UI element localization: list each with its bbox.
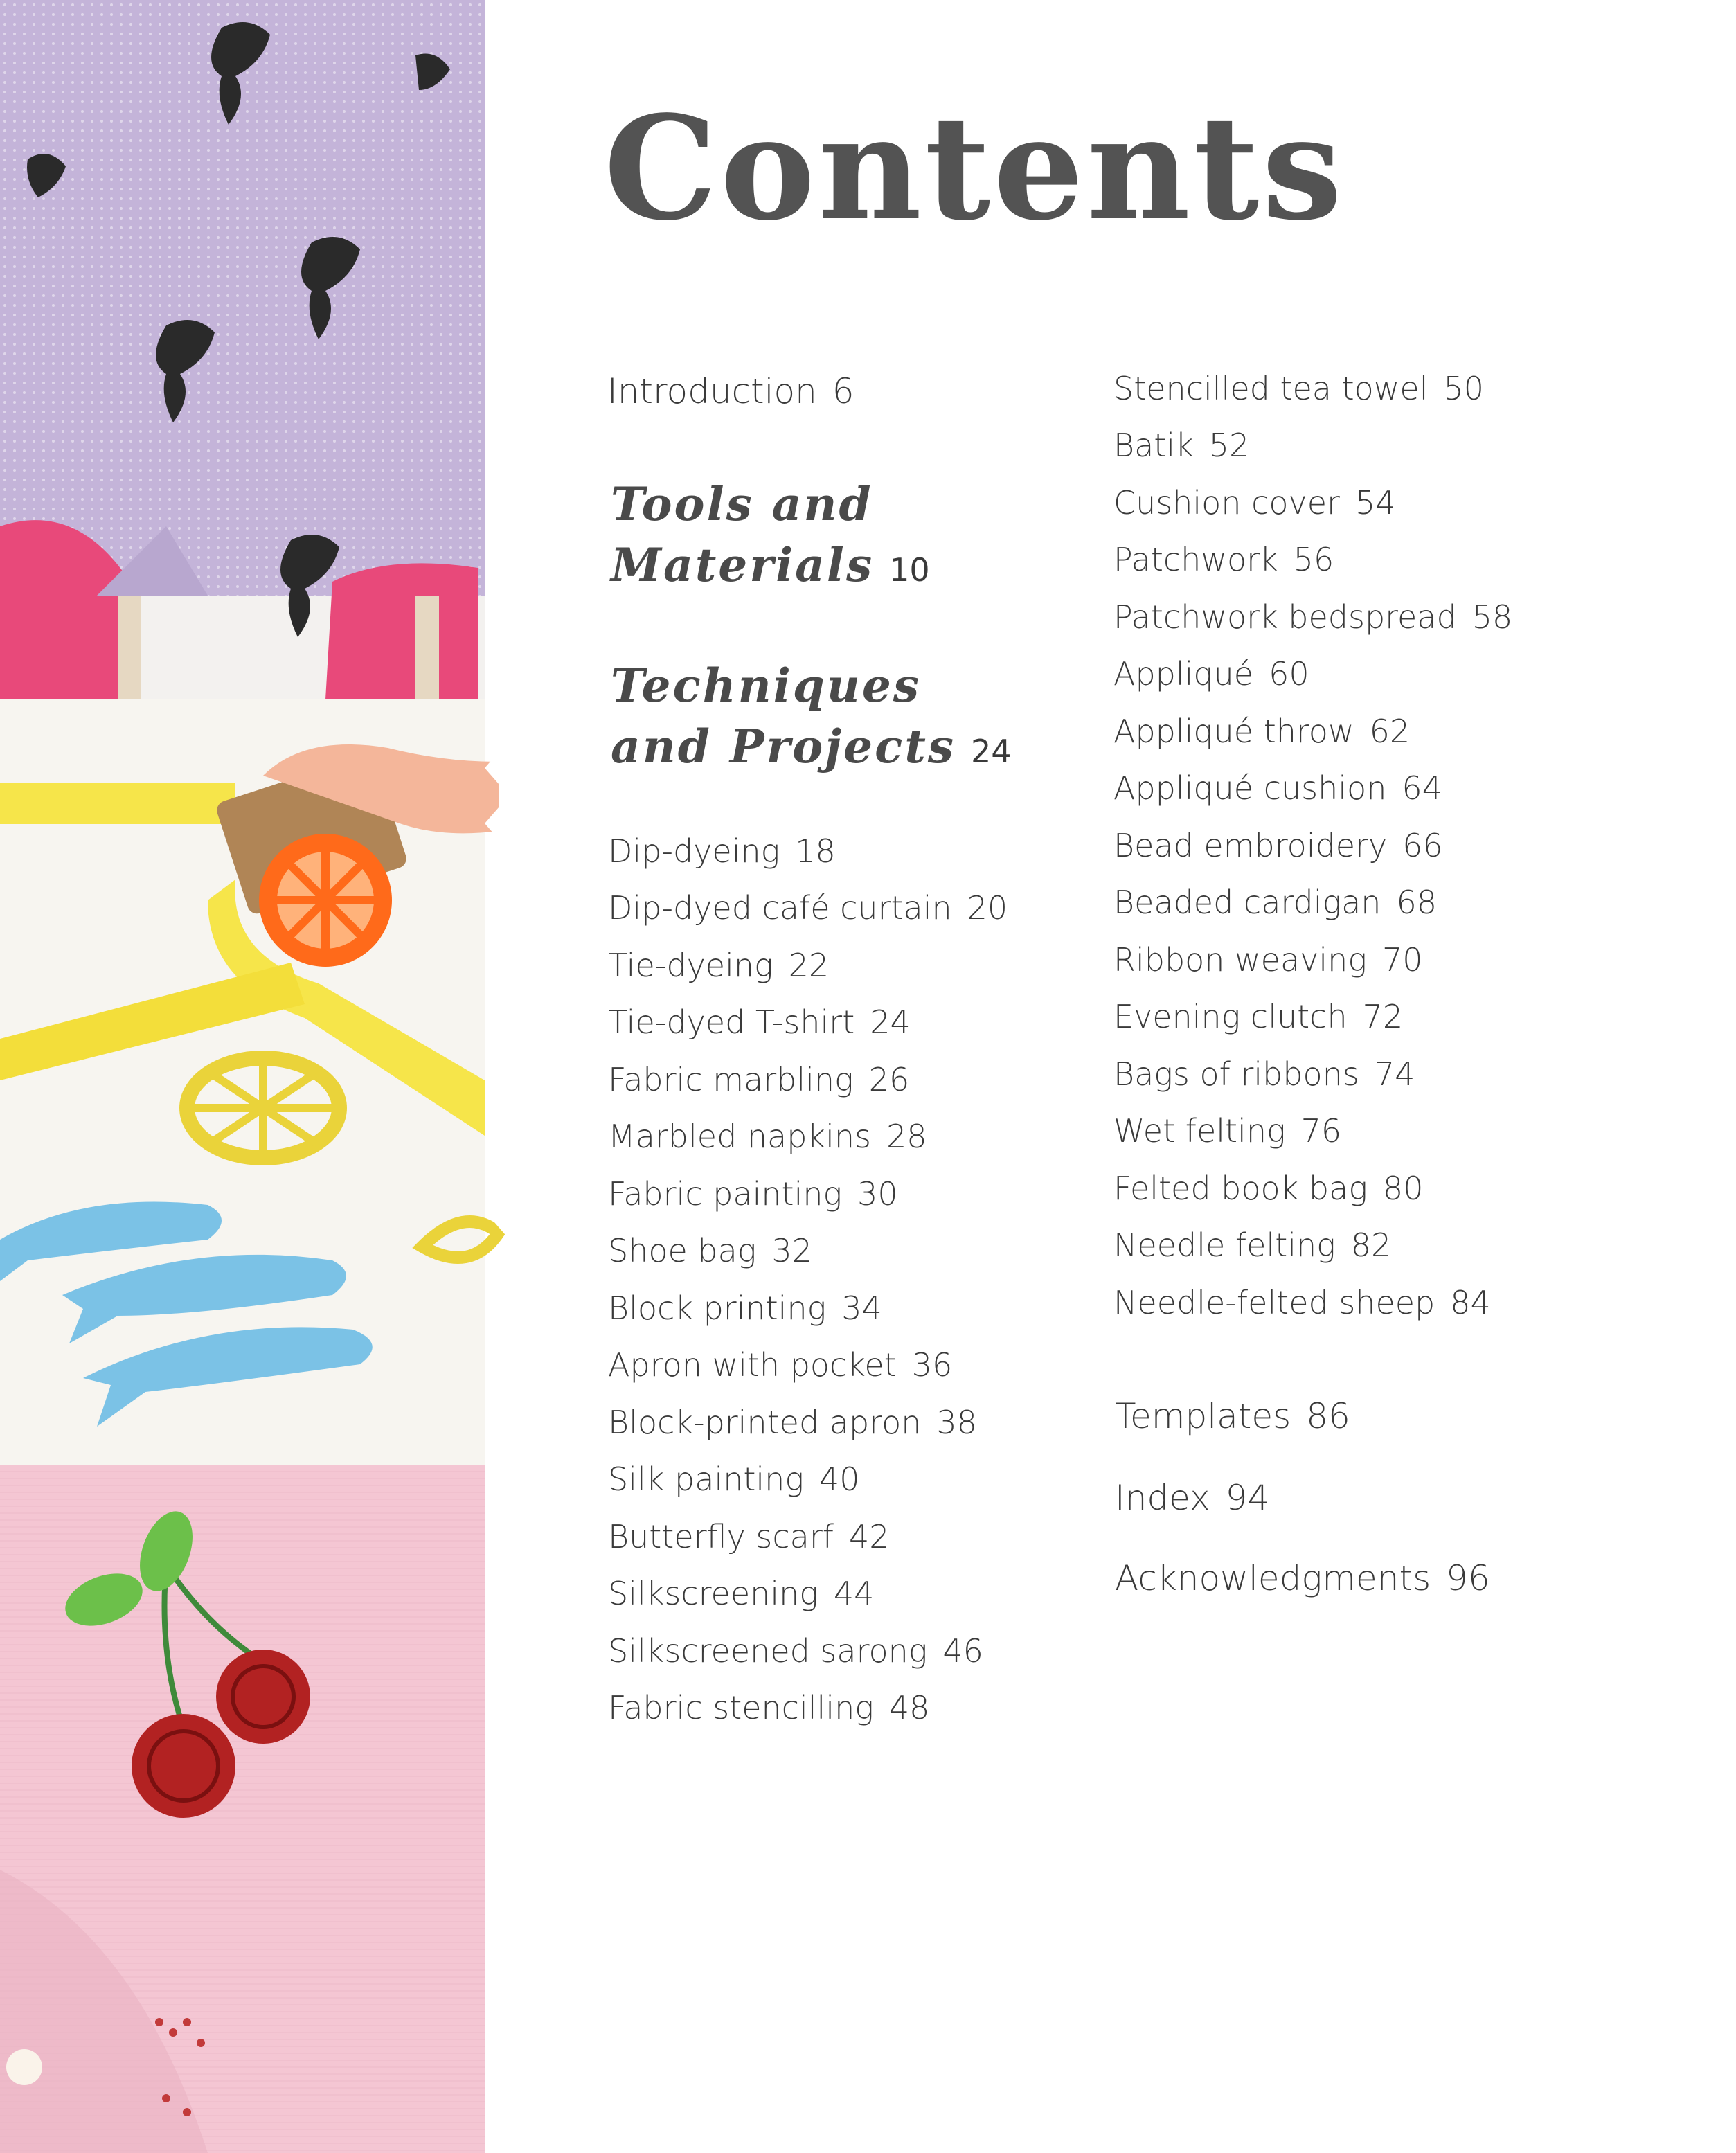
toc-entry: Block-printed apron 38 xyxy=(608,1404,977,1441)
toc-entry-introduction: Introduction 6 xyxy=(607,371,854,411)
toc-entry: Dip-dyeing 18 xyxy=(608,832,836,870)
toc-entry: Felted book bag 80 xyxy=(1113,1170,1424,1207)
toc-entry: Fabric stencilling 48 xyxy=(608,1689,930,1726)
photo-strip xyxy=(0,0,526,2153)
toc-entry: Tie-dyed T-shirt 24 xyxy=(608,1003,911,1041)
toc-entry: Batik 52 xyxy=(1113,427,1250,464)
block-printing-photo xyxy=(0,699,499,1465)
toc-entry: Butterfly scarf 42 xyxy=(608,1518,890,1555)
toc-entry: Appliqué 60 xyxy=(1113,655,1309,693)
toc-entry: Dip-dyed café curtain 20 xyxy=(608,889,1008,927)
toc-entry: Ribbon weaving 70 xyxy=(1113,941,1423,979)
section-heading-techniques-and-projects: Techniques and Projects 24 xyxy=(611,659,1012,774)
toc-entry: Patchwork bedspread 58 xyxy=(1113,598,1513,636)
toc-entry: Evening clutch 72 xyxy=(1113,998,1404,1035)
toc-entry: Appliqué cushion 64 xyxy=(1113,769,1442,807)
toc-entry: Beaded cardigan 68 xyxy=(1113,884,1437,921)
toc-entry: Marbled napkins 28 xyxy=(608,1118,927,1155)
toc-entry: Wet felting 76 xyxy=(1113,1112,1342,1150)
pinked-edge xyxy=(485,0,526,2153)
toc-entry-acknowledgments: Acknowledgments 96 xyxy=(1115,1558,1490,1598)
toc-entry: Shoe bag 32 xyxy=(608,1232,812,1269)
toc-entry: Patchwork 56 xyxy=(1113,541,1334,578)
toc-entry: Needle felting 82 xyxy=(1113,1226,1392,1264)
toc-entry: Bead embroidery 66 xyxy=(1113,827,1443,864)
toc-entry-templates: Templates 86 xyxy=(1115,1396,1350,1436)
toc-entry: Apron with pocket 36 xyxy=(608,1346,953,1384)
toc-entry: Needle-felted sheep 84 xyxy=(1113,1284,1491,1321)
toc-entry: Appliqué throw 62 xyxy=(1113,713,1411,750)
tea-towel-photo xyxy=(0,0,485,699)
toc-entry: Silkscreened sarong 46 xyxy=(608,1632,983,1670)
toc-entry: Fabric marbling 26 xyxy=(608,1061,910,1098)
toc-entry: Silkscreening 44 xyxy=(608,1575,875,1612)
beaded-cardigan-photo xyxy=(0,1465,485,2153)
toc-entry: Tie-dyeing 22 xyxy=(608,947,830,984)
toc-entry: Silk painting 40 xyxy=(608,1460,860,1498)
toc-entry: Bags of ribbons 74 xyxy=(1113,1055,1415,1093)
toc-entry: Stencilled tea towel 50 xyxy=(1113,370,1485,407)
toc-entry: Cushion cover 54 xyxy=(1113,484,1396,521)
page-title: Contents xyxy=(604,84,1345,252)
toc-entry: Block printing 34 xyxy=(608,1289,882,1327)
toc-entry-index: Index 94 xyxy=(1115,1478,1270,1518)
section-heading-tools-and-materials: Tools and Materials 10 xyxy=(611,477,930,592)
toc-entry: Fabric painting 30 xyxy=(608,1175,898,1213)
